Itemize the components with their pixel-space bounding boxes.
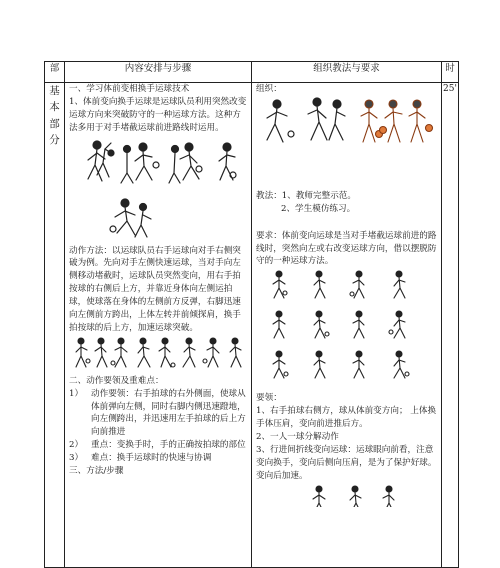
- header-method: 组织教法与要求: [252, 62, 442, 83]
- requirement-text: 要求：体前变向运球是当对手堵截运球前进的路线时，突然向左或右改变运球方向，借以摆脱防守的一种运球方法。: [256, 230, 437, 267]
- content-heading-1: 一、学习体前变相换手运球技术: [69, 84, 190, 94]
- lesson-plan-table: [44, 61, 459, 568]
- header-section: 部: [45, 62, 65, 83]
- step-1: 1、右手拍球右侧方，球从体前变方向； 上体换手体压肩，变向前进推后方。: [256, 406, 437, 430]
- content-heading-3: 三、方法/步骤: [69, 466, 124, 477]
- action-method-text: 动作方法：以运球队员右手运球向对手右侧突破为例。先向对手左侧快速运球，当对手向左侧移动堵截时，运球队员突然变向，用右手拍按球的右侧后上方，并靠近身体向左侧运拍球，使球落在身体的左侧前方反弹，右脚迅速向左侧前方跨出，上体左转并前倾探肩，换手拍按球的后上方，加速运球突破。: [69, 245, 241, 333]
- body-row: [45, 83, 459, 568]
- teach-method: 教法：1、教师完整示范。: [256, 190, 356, 201]
- time-cell: [442, 83, 459, 568]
- point-item: 1） 动作要领：右手拍球的右外侧面，使球从体前弹向左侧，同时右脚内侧迅速蹬地，向左侧跨出，并迅速用左手拍球的后上方向前推进: [69, 388, 246, 438]
- step-3: 3、行进间折线变向运球：运球眼向前看，注意变向换手，变向后侧向压肩，是为了保护好球。变向后加速。: [256, 444, 437, 481]
- header-time: 时: [442, 62, 459, 83]
- content-heading-2: 二、动作要领及重难点：: [69, 375, 164, 386]
- section-label: 基 本 部 分: [45, 83, 65, 568]
- time-value: 25': [443, 84, 457, 94]
- footwork-grid-illustration: [259, 268, 435, 392]
- content-cell: [65, 83, 252, 568]
- zigzag-dribble-illustration: [259, 483, 435, 507]
- dribbling-players-illustration: [259, 96, 435, 154]
- essentials-label: 要领：: [256, 393, 282, 404]
- content-para-1: 1、体前变向换手运球是运球队员利用突然改变运球方向来突破防守的一种运球方法。这种方法多用于对手堵截运球前进路线时运用。: [69, 96, 247, 133]
- point-item: 3） 难点：换手运球时的快速与协调: [69, 453, 212, 464]
- header-row: [45, 62, 459, 83]
- teach-method-2: 2、学生模仿练习。: [281, 203, 356, 214]
- dribble-sequence-illustration: [73, 135, 243, 245]
- org-label: 组织：: [256, 84, 282, 94]
- header-content: 内容安排与步骤: [65, 62, 252, 83]
- footwork-sequence-illustration: [69, 335, 247, 375]
- point-item: 2） 重点：变换手时，手的正确按拍球的部位: [69, 440, 246, 451]
- method-cell: [252, 83, 442, 568]
- step-2: 2、一人一球分解动作: [256, 432, 339, 443]
